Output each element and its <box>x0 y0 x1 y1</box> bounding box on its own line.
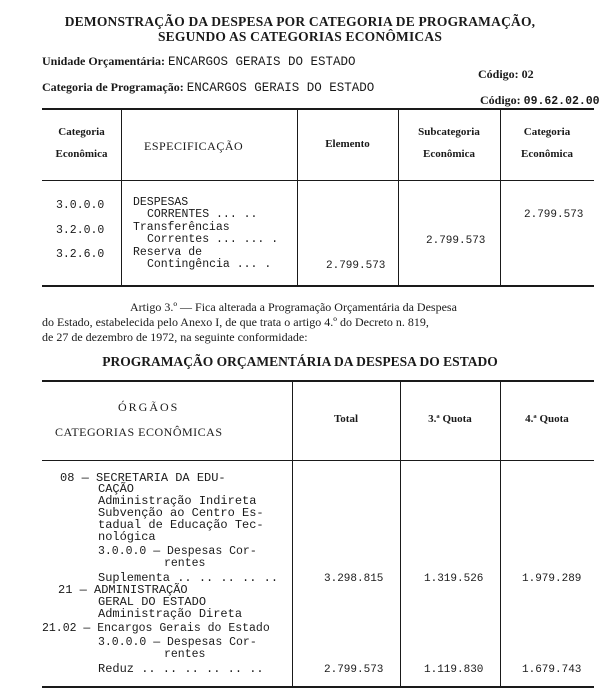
table1-top-rule <box>42 108 594 110</box>
t1-row3-elemento-value: 2.799.573 <box>326 260 386 272</box>
codigo-categoria-value: 09.62.02.00 <box>523 95 600 108</box>
t1-row3-spec1: Reserva de <box>133 246 203 259</box>
t1-header-categoria-economica <box>42 126 121 160</box>
table2-header-rule <box>42 460 594 461</box>
codigo-unidade-value: 02 <box>521 67 534 81</box>
t2-suplementa-quota4: 1.979.289 <box>522 573 582 585</box>
t2-line-adm-indireta: Administração Indireta <box>98 494 257 508</box>
t1-header-categoria <box>500 126 594 160</box>
t2-line-suplementa: Suplementa .. .. .. .. .. <box>98 571 279 585</box>
unidade-row <box>42 54 356 69</box>
t1-row1-code: 3.0.0.0 <box>56 199 105 212</box>
artigo-line1: Artigo 3.º — Fica alterada a Programação Orçamentária da Despesa <box>130 300 457 314</box>
t1-row2-spec1: Transferências <box>133 221 230 234</box>
t1-header-subcat-line1: Subcategoria <box>418 126 480 138</box>
t2-suplementa-total: 3.298.815 <box>324 573 384 585</box>
t2-header-orgaos: ÓRGÃOS <box>118 400 180 414</box>
document-title: DEMONSTRAÇÃO DA DESPESA POR CATEGORIA DE PROGRAMAÇÃO, <box>64 14 536 29</box>
t2-reduz-quota4: 1.679.743 <box>522 664 582 676</box>
t1-header-categoria-line1: Categoria <box>523 126 571 138</box>
table2-bottom-rule <box>42 686 594 688</box>
t2-line-subvencao: Subvenção ao Centro Es- <box>98 506 264 520</box>
document-subtitle: SEGUNDO AS CATEGORIAS ECONÔMICAS <box>157 29 443 44</box>
t2-line-despesas-2: 3.0.0.0 — Despesas Cor- <box>98 636 257 649</box>
table2-col-divider-2 <box>400 382 401 686</box>
t1-header-subcategoria <box>398 126 500 160</box>
t2-line-adm-direta: Administração Direta <box>98 607 243 621</box>
table1-col-divider-2 <box>297 110 298 285</box>
t2-header-total: Total <box>333 413 359 425</box>
codigo-unidade <box>478 67 534 82</box>
t2-header-quota4: 4.ª Quota <box>525 413 569 425</box>
t1-row2-code: 3.2.0.0 <box>56 224 105 237</box>
t1-header-cat-line2: Econômica <box>55 148 108 160</box>
t1-row3-spec2: Contingência ... . <box>147 258 272 271</box>
t1-row1-spec1: DESPESAS <box>133 196 189 209</box>
t1-row3-code: 3.2.6.0 <box>56 248 105 261</box>
t2-line-despesas-1: 3.0.0.0 — Despesas Cor- <box>98 545 257 558</box>
artigo-line3: de 27 de dezembro de 1972, na seguinte conformidade: <box>42 330 308 344</box>
t1-header-elemento: Elemento <box>325 138 370 150</box>
t2-line-nologica: nológica <box>98 530 156 544</box>
categoria-row <box>42 80 374 95</box>
t2-reduz-quota3: 1.119.830 <box>424 664 484 676</box>
t1-row2-spec2: Correntes ... ... . <box>147 233 279 246</box>
unidade-label: Unidade Orçamentária: <box>42 54 165 68</box>
codigo-categoria <box>480 93 600 108</box>
t2-suplementa-quota3: 1.319.526 <box>424 573 484 585</box>
t1-header-especificacao: ESPECIFICAÇÃO <box>144 139 244 153</box>
table2-col-divider-3 <box>500 382 501 686</box>
codigo-categoria-label: Código: <box>480 93 521 107</box>
t2-line-rentes-1: rentes <box>164 557 206 570</box>
unidade-value: ENCARGOS GERAIS DO ESTADO <box>167 55 356 69</box>
table2-col-divider-1 <box>292 382 293 686</box>
categoria-value: ENCARGOS GERAIS DO ESTADO <box>186 81 375 95</box>
t1-header-cat-line1: Categoria <box>58 126 105 138</box>
t2-header-quota3: 3.ª Quota <box>428 413 472 425</box>
categoria-label: Categoria de Programação: <box>42 80 184 94</box>
t1-header-categoria-line2: Econômica <box>521 148 573 160</box>
artigo-line2: do Estado, estabelecida pelo Anexo I, de que trata o artigo 4.º do Decreto n. 819, <box>42 315 429 329</box>
t2-line-rentes-2: rentes <box>164 648 206 661</box>
t1-row1-spec2: CORRENTES ... .. <box>147 208 258 221</box>
t1-header-subcat-line2: Econômica <box>423 148 475 160</box>
t1-row2-subcat-value: 2.799.573 <box>426 235 486 247</box>
t2-line-geral: GERAL DO ESTADO <box>98 595 207 609</box>
section2-title: PROGRAMAÇÃO ORÇAMENTÁRIA DA DESPESA DO ESTADO <box>102 354 498 369</box>
t2-line-tadual: tadual de Educação Tec- <box>98 518 264 532</box>
t2-line-secretaria-cont: CAÇÃO <box>98 482 135 496</box>
t2-line-administracao: 21 — ADMINISTRAÇÃO <box>58 583 188 597</box>
codigo-unidade-label: Código: <box>478 67 519 81</box>
table2-top-rule <box>42 380 594 382</box>
table1-col-divider-1 <box>121 110 122 285</box>
t2-reduz-total: 2.799.573 <box>324 664 384 676</box>
t2-line-reduz: Reduz .. .. .. .. .. .. <box>98 662 264 676</box>
t2-line-encargos: 21.02 — Encargos Gerais do Estado <box>42 622 270 635</box>
t2-header-categorias: CATEGORIAS ECONÔMICAS <box>55 425 223 439</box>
table1-bottom-rule <box>42 285 594 287</box>
t1-row1-categoria-value: 2.799.573 <box>524 209 584 221</box>
t2-line-secretaria: 08 — SECRETARIA DA EDU- <box>60 471 226 485</box>
table1-header-rule <box>42 180 594 181</box>
